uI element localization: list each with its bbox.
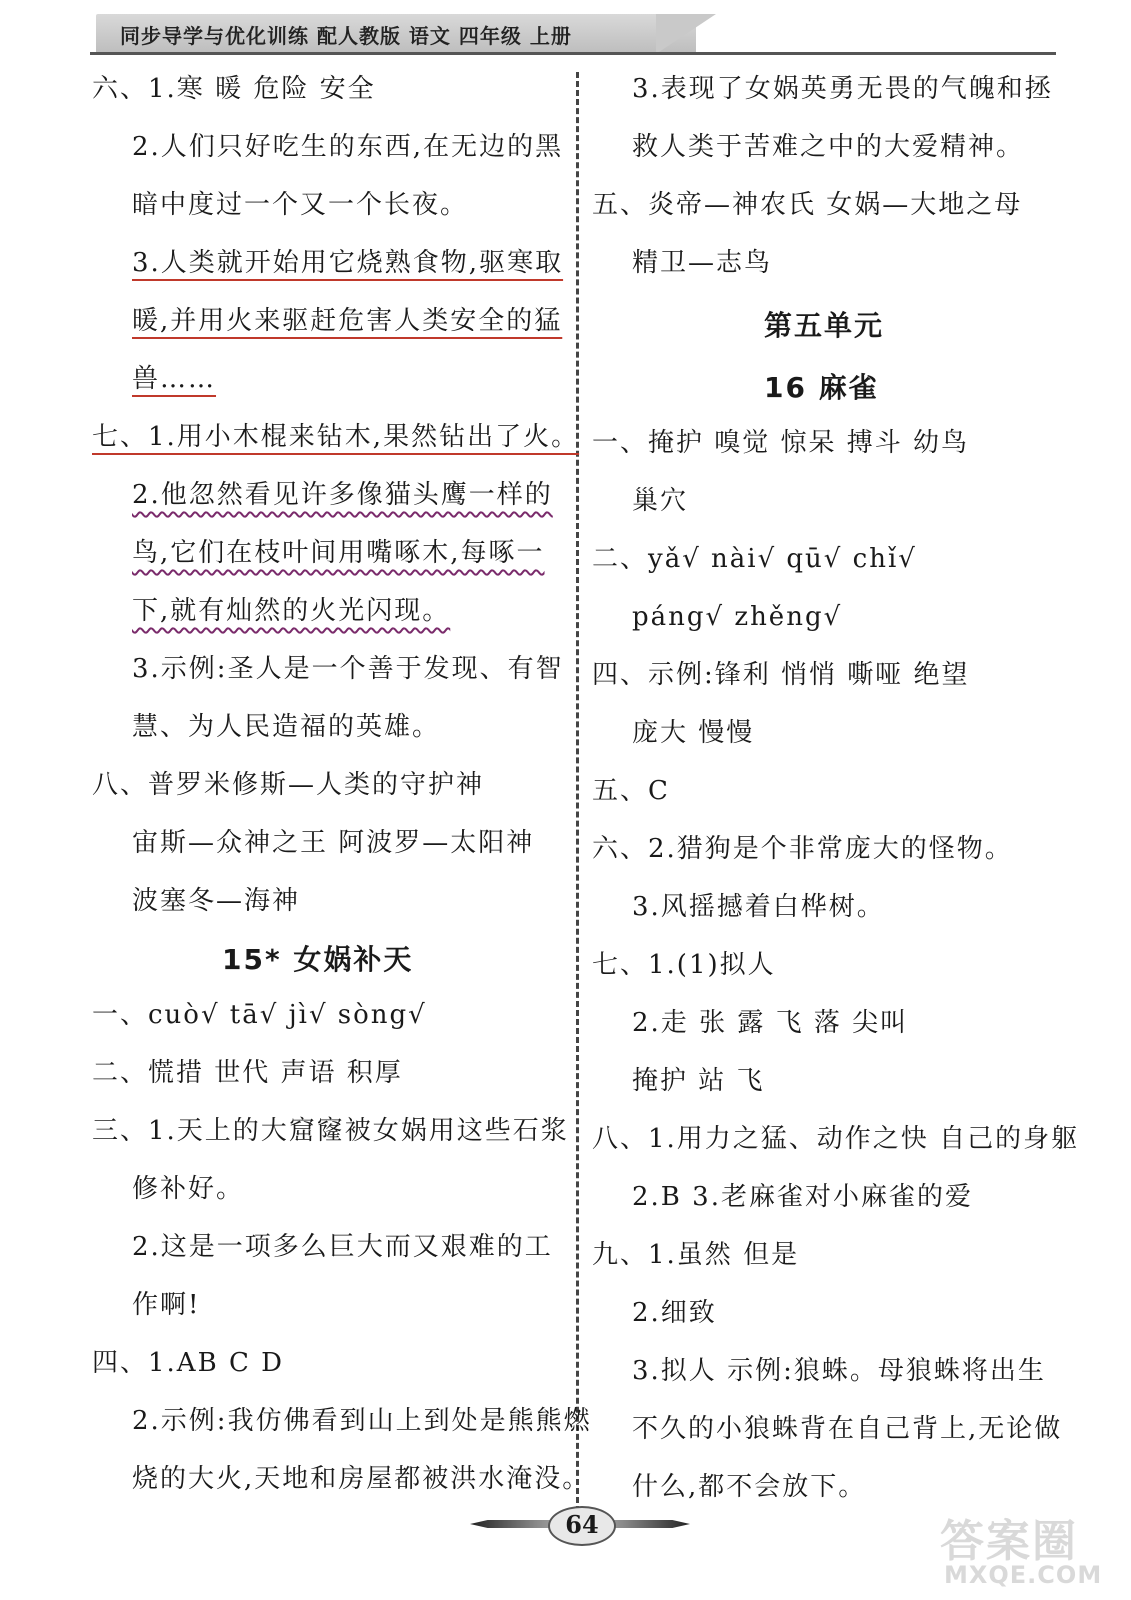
answer-line-underlined bbox=[92, 420, 579, 454]
answer-line: 庞大 慢慢 bbox=[632, 718, 755, 748]
answer-line: 2.走 张 露 飞 落 尖叫 bbox=[632, 1008, 909, 1038]
header-tail-decoration bbox=[656, 14, 716, 54]
answer-line: 不久的小狼蛛背在自己背上,无论做 bbox=[632, 1414, 1063, 1444]
answer-line: 七、1.(1)拟人 bbox=[592, 950, 776, 980]
answer-line: 2.细致 bbox=[632, 1298, 717, 1328]
answer-line: 掩护 站 飞 bbox=[632, 1066, 765, 1096]
page-footer bbox=[470, 1500, 690, 1548]
answer-line: 四、1.AB C D bbox=[92, 1348, 284, 1378]
answer-line: 3.表现了女娲英勇无畏的气魄和拯 bbox=[632, 74, 1053, 104]
answer-line-underlined: 暖,并用火来驱赶危害人类安全的猛 bbox=[132, 306, 563, 336]
answer-line: 八、普罗米修斯—人类的守护神 bbox=[92, 770, 485, 800]
answer-line: 2.人们只好吃生的东西,在无边的黑 bbox=[132, 132, 564, 162]
answer-line: 3.示例:圣人是一个善于发现、有智 bbox=[132, 654, 564, 684]
answer-line-wavy: 下,就有灿然的火光闪现。 bbox=[132, 596, 451, 626]
lesson-title: 15* 女娲补天 bbox=[222, 943, 414, 976]
answer-line: 2.示例:我仿佛看到山上到处是熊熊燃 bbox=[132, 1406, 592, 1436]
answer-line: 2.B 3.老麻雀对小麻雀的爱 bbox=[632, 1182, 973, 1212]
answer-line: 一、cuò√ tā√ jì√ sòng√ bbox=[92, 1000, 427, 1030]
page-number: 64 bbox=[565, 1510, 599, 1539]
answer-line: 八、1.用力之猛、动作之快 自己的身躯 bbox=[592, 1124, 1080, 1154]
answer-line: 四、示例:锋利 悄悄 嘶哑 绝望 bbox=[592, 660, 970, 690]
answer-line: 作啊! bbox=[132, 1290, 201, 1320]
book-title: 同步导学与优化训练 配人教版 语文 四年级 上册 bbox=[120, 24, 572, 48]
answer-line: 烧的大火,天地和房屋都被洪水淹没。 bbox=[132, 1464, 591, 1494]
answer-line: 修补好。 bbox=[132, 1174, 245, 1204]
answer-line: 巢穴 bbox=[632, 486, 689, 516]
answer-line: 3.风摇撼着白桦树。 bbox=[632, 892, 885, 922]
answer-line: 五、炎帝—神农氏 女娲—大地之母 bbox=[592, 190, 1023, 220]
underlined-text: 七、1.用小木棍来钻木,果然钻出了火。 bbox=[92, 422, 580, 452]
header-rule bbox=[90, 52, 1056, 55]
answer-line: 一、掩护 嗅觉 惊呆 搏斗 幼鸟 bbox=[592, 428, 970, 458]
answer-line: 慧、为人民造福的英雄。 bbox=[132, 712, 441, 742]
answer-line-wavy: 鸟,它们在枝叶间用嘴啄木,每啄一 bbox=[132, 538, 545, 568]
answer-line-wavy: 2.他忽然看见许多像猫头鹰一样的 bbox=[132, 480, 553, 510]
answer-line: 救人类于苦难之中的大爱精神。 bbox=[632, 132, 1025, 162]
answer-line-underlined: 3.人类就开始用它烧熟食物,驱寒取 bbox=[132, 248, 564, 278]
page-header bbox=[96, 14, 1056, 54]
answer-line: 精卫—志鸟 bbox=[632, 248, 773, 278]
answer-line-underlined: 兽…… bbox=[132, 364, 217, 394]
answer-line: 六、1.寒 暖 危险 安全 bbox=[92, 74, 376, 104]
answer-line: 什么,都不会放下。 bbox=[632, 1472, 867, 1502]
answer-line: 五、C bbox=[592, 776, 670, 806]
answer-line: 三、1.天上的大窟窿被女娲用这些石浆 bbox=[92, 1116, 569, 1146]
answer-line: 暗中度过一个又一个长夜。 bbox=[132, 190, 469, 220]
watermark-url: MXQE.COM bbox=[944, 1561, 1103, 1589]
answer-line: 二、yǎ√ nài√ qū√ chǐ√ bbox=[592, 544, 917, 574]
watermark-logo: 答案圈 bbox=[940, 1516, 1078, 1567]
answer-line: 九、1.虽然 但是 bbox=[592, 1240, 800, 1270]
answer-line: 波塞冬—海神 bbox=[132, 886, 301, 916]
answer-line: 二、慌措 世代 声语 积厚 bbox=[92, 1058, 403, 1088]
column-divider bbox=[576, 72, 579, 1512]
lesson-title: 16 麻雀 bbox=[764, 371, 879, 404]
answer-line: páng√ zhěng√ bbox=[632, 602, 843, 632]
answer-line: 3.拟人 示例:狼蛛。母狼蛛将出生 bbox=[632, 1356, 1046, 1386]
answer-line: 2.这是一项多么巨大而又艰难的工 bbox=[132, 1232, 553, 1262]
answer-line: 宙斯—众神之王 阿波罗—太阳神 bbox=[132, 828, 535, 858]
answer-line: 六、2.猎狗是个非常庞大的怪物。 bbox=[592, 834, 1013, 864]
unit-title: 第五单元 bbox=[764, 309, 885, 342]
watermark bbox=[940, 1505, 1110, 1595]
